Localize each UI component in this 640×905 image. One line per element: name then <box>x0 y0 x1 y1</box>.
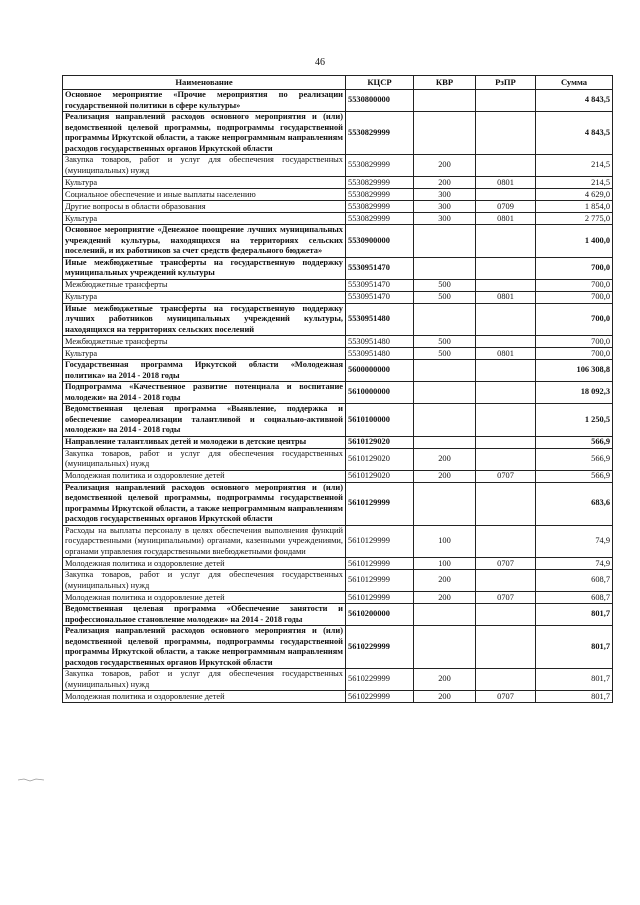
cell-name: Межбюджетные трансферты <box>63 279 346 291</box>
table-row <box>63 382 613 404</box>
cell-name: Ведомственная целевая программа «Обеспечение занятости и профессиональное становление молодежи» на 2014 - 2018 годы <box>63 604 346 626</box>
cell-sum: 4 843,5 <box>536 90 613 112</box>
cell-sum: 700,0 <box>536 279 613 291</box>
cell-sum: 700,0 <box>536 303 613 336</box>
table-row <box>63 279 613 291</box>
cell-sum: 700,0 <box>536 257 613 279</box>
cell-name: Закупка товаров, работ и услуг для обеспечения государственных (муниципальных) нужд <box>63 669 346 691</box>
cell-kvr: 500 <box>414 279 476 291</box>
cell-name: Молодежная политика и оздоровление детей <box>63 470 346 482</box>
cell-name: Иные межбюджетные трансферты на государственную поддержку муниципальных учреждений культуры <box>63 257 346 279</box>
cell-rzpr <box>476 257 536 279</box>
table-row <box>63 592 613 604</box>
cell-sum: 1 250,5 <box>536 404 613 437</box>
cell-rzpr <box>476 570 536 592</box>
cell-name: Закупка товаров, работ и услуг для обеспечения государственных (муниципальных) нужд <box>63 570 346 592</box>
table-row <box>63 570 613 592</box>
cell-name: Расходы на выплаты персоналу в целях обеспечения выполнения функций государственными (муниципальными) органами, казенными учреждениями, органами управления государственными внебюджетными фондами <box>63 525 346 558</box>
table-row <box>63 404 613 437</box>
cell-name: Культура <box>63 291 346 303</box>
table-row <box>63 448 613 470</box>
table-row <box>63 257 613 279</box>
cell-rzpr: 0707 <box>476 470 536 482</box>
cell-kcsr: 5530951470 <box>346 257 414 279</box>
cell-name: Реализация направлений расходов основного мероприятия и (или) ведомственной целевой программы, подпрограммы государственной программы Иркутской области, а также непрограммным направлениям расходов государственных органов Иркутской области <box>63 482 346 525</box>
cell-name: Государственная программа Иркутской области «Молодежная политика» на 2014 - 2018 годы <box>63 360 346 382</box>
cell-rzpr <box>476 404 536 437</box>
table-row <box>63 225 613 258</box>
cell-sum: 214,5 <box>536 177 613 189</box>
cell-rzpr <box>476 626 536 669</box>
column-header-sum: Сумма <box>536 76 613 90</box>
cell-name: Иные межбюджетные трансферты на государственную поддержку лучших работников муниципальных учреждений культуры, находящихся на территориях сельских поселений <box>63 303 346 336</box>
cell-kcsr: 5610129020 <box>346 436 414 448</box>
cell-kvr <box>414 112 476 155</box>
cell-kcsr: 5530951470 <box>346 291 414 303</box>
cell-kcsr: 5610129999 <box>346 482 414 525</box>
cell-kcsr: 5530829999 <box>346 189 414 201</box>
cell-rzpr <box>476 90 536 112</box>
cell-name: Закупка товаров, работ и услуг для обеспечения государственных (муниципальных) нужд <box>63 155 346 177</box>
cell-kcsr: 5530951480 <box>346 303 414 336</box>
cell-rzpr <box>476 448 536 470</box>
cell-kcsr: 5610129020 <box>346 448 414 470</box>
cell-kvr: 300 <box>414 201 476 213</box>
cell-name: Культура <box>63 348 346 360</box>
table-body <box>63 90 613 703</box>
cell-kvr: 200 <box>414 448 476 470</box>
table-row <box>63 303 613 336</box>
cell-sum: 74,9 <box>536 525 613 558</box>
table-row <box>63 348 613 360</box>
cell-kcsr: 5610129999 <box>346 558 414 570</box>
cell-kcsr: 5610129999 <box>346 592 414 604</box>
cell-name: Другие вопросы в области образования <box>63 201 346 213</box>
cell-rzpr <box>476 303 536 336</box>
table-row <box>63 482 613 525</box>
cell-kcsr: 5610129999 <box>346 525 414 558</box>
cell-kcsr: 5610229999 <box>346 669 414 691</box>
cell-kcsr: 5530900000 <box>346 225 414 258</box>
cell-sum: 801,7 <box>536 669 613 691</box>
table-row <box>63 360 613 382</box>
cell-kcsr: 5530800000 <box>346 90 414 112</box>
cell-kcsr: 5610229999 <box>346 626 414 669</box>
cell-kvr <box>414 382 476 404</box>
cell-sum: 4 629,0 <box>536 189 613 201</box>
cell-kvr: 500 <box>414 336 476 348</box>
cell-rzpr <box>476 225 536 258</box>
cell-kcsr: 5530829999 <box>346 155 414 177</box>
cell-name: Молодежная политика и оздоровление детей <box>63 592 346 604</box>
cell-rzpr <box>476 360 536 382</box>
cell-kcsr: 5530951480 <box>346 348 414 360</box>
cell-sum: 1 400,0 <box>536 225 613 258</box>
budget-table <box>62 75 613 703</box>
cell-rzpr <box>476 604 536 626</box>
cell-kvr <box>414 90 476 112</box>
column-header-name: Наименование <box>63 76 346 90</box>
cell-rzpr <box>476 436 536 448</box>
cell-kvr <box>414 360 476 382</box>
cell-kcsr: 5530829999 <box>346 213 414 225</box>
table-row <box>63 691 613 703</box>
table-row <box>63 291 613 303</box>
cell-rzpr: 0707 <box>476 558 536 570</box>
cell-sum: 106 308,8 <box>536 360 613 382</box>
cell-sum: 214,5 <box>536 155 613 177</box>
cell-rzpr: 0801 <box>476 348 536 360</box>
column-header-rzpr: РзПР <box>476 76 536 90</box>
cell-kvr <box>414 436 476 448</box>
cell-name: Закупка товаров, работ и услуг для обеспечения государственных (муниципальных) нужд <box>63 448 346 470</box>
cell-rzpr: 0801 <box>476 213 536 225</box>
cell-sum: 700,0 <box>536 348 613 360</box>
cell-rzpr: 0707 <box>476 592 536 604</box>
cell-kcsr: 5610129999 <box>346 570 414 592</box>
table-row <box>63 626 613 669</box>
cell-kvr <box>414 404 476 437</box>
cell-kcsr: 5610000000 <box>346 382 414 404</box>
cell-rzpr <box>476 336 536 348</box>
cell-name: Культура <box>63 177 346 189</box>
cell-name: Основное мероприятие «Прочие мероприятия по реализации государственной политики в сфере культуры» <box>63 90 346 112</box>
cell-rzpr <box>476 669 536 691</box>
cell-kcsr: 5530829999 <box>346 201 414 213</box>
cell-kvr: 200 <box>414 592 476 604</box>
table-header-row <box>63 76 613 90</box>
cell-name: Направление талантливых детей и молодежи в детские центры <box>63 436 346 448</box>
cell-sum: 700,0 <box>536 291 613 303</box>
table-row <box>63 558 613 570</box>
cell-kcsr: 5610129020 <box>346 470 414 482</box>
table-row <box>63 213 613 225</box>
table-row <box>63 604 613 626</box>
cell-rzpr <box>476 155 536 177</box>
cell-name: Основное мероприятие «Денежное поощрение лучших муниципальных учреждений культуры, находящихся на территориях сельских поселений, и их работников за счет средств федерального бюджета» <box>63 225 346 258</box>
cell-kvr: 300 <box>414 189 476 201</box>
cell-rzpr: 0709 <box>476 201 536 213</box>
cell-kvr: 200 <box>414 155 476 177</box>
cell-rzpr <box>476 112 536 155</box>
cell-rzpr <box>476 482 536 525</box>
cell-name: Культура <box>63 213 346 225</box>
table-row <box>63 525 613 558</box>
column-header-kvr: КВР <box>414 76 476 90</box>
cell-name: Молодежная политика и оздоровление детей <box>63 558 346 570</box>
cell-rzpr <box>476 189 536 201</box>
cell-rzpr <box>476 382 536 404</box>
cell-kvr: 500 <box>414 291 476 303</box>
cell-sum: 801,7 <box>536 626 613 669</box>
cell-kvr: 200 <box>414 669 476 691</box>
cell-kvr <box>414 604 476 626</box>
cell-kvr <box>414 482 476 525</box>
page-number: 46 <box>315 57 325 68</box>
cell-sum: 566,9 <box>536 436 613 448</box>
margin-mark <box>18 778 44 782</box>
cell-kcsr: 5610229999 <box>346 691 414 703</box>
cell-name: Молодежная политика и оздоровление детей <box>63 691 346 703</box>
cell-kvr: 500 <box>414 348 476 360</box>
cell-kcsr: 5530951480 <box>346 336 414 348</box>
cell-rzpr <box>476 279 536 291</box>
cell-sum: 683,6 <box>536 482 613 525</box>
cell-kvr: 300 <box>414 213 476 225</box>
cell-rzpr: 0707 <box>476 691 536 703</box>
cell-name: Реализация направлений расходов основного мероприятия и (или) ведомственной целевой программы, подпрограммы государственной программы Иркутской области, а также непрограммным направлениям расходов государственных органов Иркутской области <box>63 112 346 155</box>
table-row <box>63 470 613 482</box>
cell-name: Ведомственная целевая программа «Выявление, поддержка и обеспечение самореализации талантливой и социально-активной молодежи» на 2014 - 2018 годы <box>63 404 346 437</box>
cell-sum: 608,7 <box>536 592 613 604</box>
cell-name: Социальное обеспечение и иные выплаты населению <box>63 189 346 201</box>
cell-rzpr <box>476 525 536 558</box>
table-row <box>63 90 613 112</box>
cell-kcsr: 5600000000 <box>346 360 414 382</box>
cell-sum: 1 854,0 <box>536 201 613 213</box>
column-header-kcsr: КЦСР <box>346 76 414 90</box>
cell-kvr: 100 <box>414 558 476 570</box>
table-row <box>63 155 613 177</box>
cell-kvr: 200 <box>414 570 476 592</box>
cell-kcsr: 5530951470 <box>346 279 414 291</box>
cell-kvr: 200 <box>414 177 476 189</box>
cell-sum: 2 775,0 <box>536 213 613 225</box>
cell-kcsr: 5610200000 <box>346 604 414 626</box>
cell-kcsr: 5610100000 <box>346 404 414 437</box>
cell-rzpr: 0801 <box>476 291 536 303</box>
table-row <box>63 189 613 201</box>
cell-sum: 566,9 <box>536 448 613 470</box>
cell-sum: 608,7 <box>536 570 613 592</box>
cell-kvr: 200 <box>414 470 476 482</box>
cell-kvr: 200 <box>414 691 476 703</box>
cell-kvr: 100 <box>414 525 476 558</box>
cell-sum: 4 843,5 <box>536 112 613 155</box>
cell-rzpr: 0801 <box>476 177 536 189</box>
table-row <box>63 669 613 691</box>
table-row <box>63 112 613 155</box>
cell-kvr <box>414 225 476 258</box>
cell-name: Подпрограмма «Качественное развитие потенциала и воспитание молодежи» на 2014 - 2018 годы <box>63 382 346 404</box>
table-row <box>63 336 613 348</box>
cell-sum: 74,9 <box>536 558 613 570</box>
cell-sum: 801,7 <box>536 604 613 626</box>
cell-name: Реализация направлений расходов основного мероприятия и (или) ведомственной целевой программы, подпрограммы государственной программы Иркутской области, а также непрограммным направлениям расходов государственных органов Иркутской области <box>63 626 346 669</box>
cell-sum: 566,9 <box>536 470 613 482</box>
cell-sum: 700,0 <box>536 336 613 348</box>
cell-kcsr: 5530829999 <box>346 112 414 155</box>
table-row <box>63 436 613 448</box>
table-row <box>63 201 613 213</box>
cell-kvr <box>414 257 476 279</box>
cell-kcsr: 5530829999 <box>346 177 414 189</box>
cell-name: Межбюджетные трансферты <box>63 336 346 348</box>
cell-kvr <box>414 626 476 669</box>
cell-sum: 801,7 <box>536 691 613 703</box>
table-row <box>63 177 613 189</box>
cell-sum: 18 092,3 <box>536 382 613 404</box>
cell-kvr <box>414 303 476 336</box>
